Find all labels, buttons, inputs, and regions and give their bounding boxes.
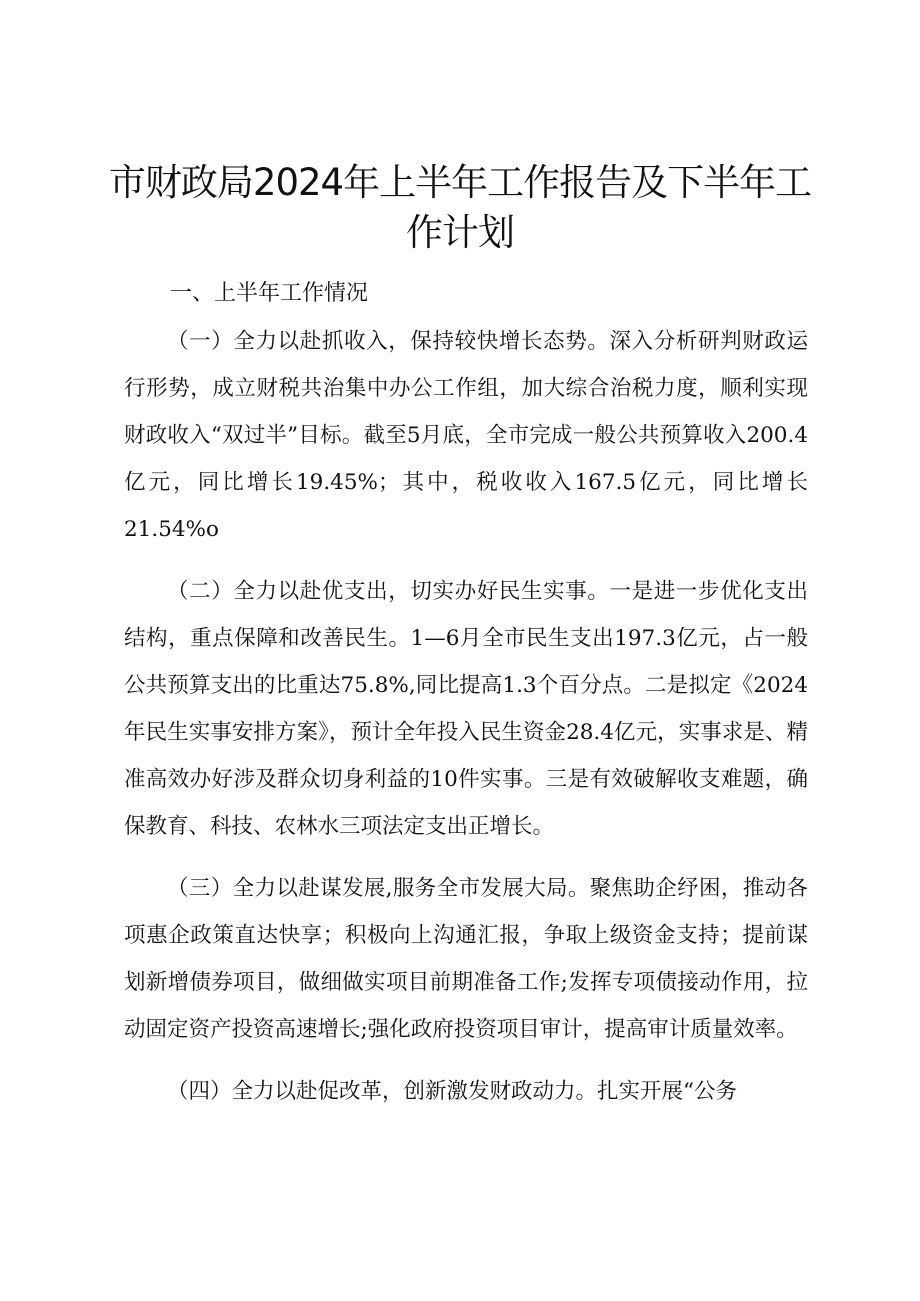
document-body — [124, 318, 808, 1130]
paragraph-development: （三）全力以赴谋发展,服务全市发展大局。聚焦助企纾困，推动各项惠企政策直达快享；积极向上沟通汇报，争取上级资金支持；提前谋划新增债券项目，做细做实项目前期准备工作;发挥专项债接动作用，拉动固定资产投资高速增长;强化政府投资项目审计，提高审计质量效率。 — [124, 876, 808, 1042]
document-title: 市财政局2024年上半年工作报告及下半年工作计划 — [108, 161, 812, 254]
section-heading: 一、上半年工作情况 — [170, 281, 369, 306]
paragraph-reform: （四）全力以赴促改革，创新激发财政动力。扎实开展“公务 — [167, 1079, 737, 1104]
paragraph-expenditure: （二）全力以赴优支出，切实办好民生实事。一是进一步优化支出结构，重点保障和改善民生。1—6月全市民生支出197.3亿元，占一般公共预算支出的比重达75.8%,同比提高1.3个百分点。二是拟定《2024年民生实事安排方案》，预计全年投入民生资金28.4亿元，实事求是、精准高效办好涉及群众切身利益的10件实事。三是有效破解收支难题，确保教育、科技、农林水三项法定支出正增长。 — [124, 579, 808, 839]
paragraph-revenue: （一）全力以赴抓收入，保持较快增长态势。深入分析研判财政运行形势，成立财税共治集中办公工作组，加大综合治税力度，顺利实现财政收入“双过半”目标。截至5月底，全市完成一般公共预算收入200.4亿元，同比增长19.45%；其中，税收收入167.5亿元，同比增长21.54%o — [124, 329, 808, 542]
